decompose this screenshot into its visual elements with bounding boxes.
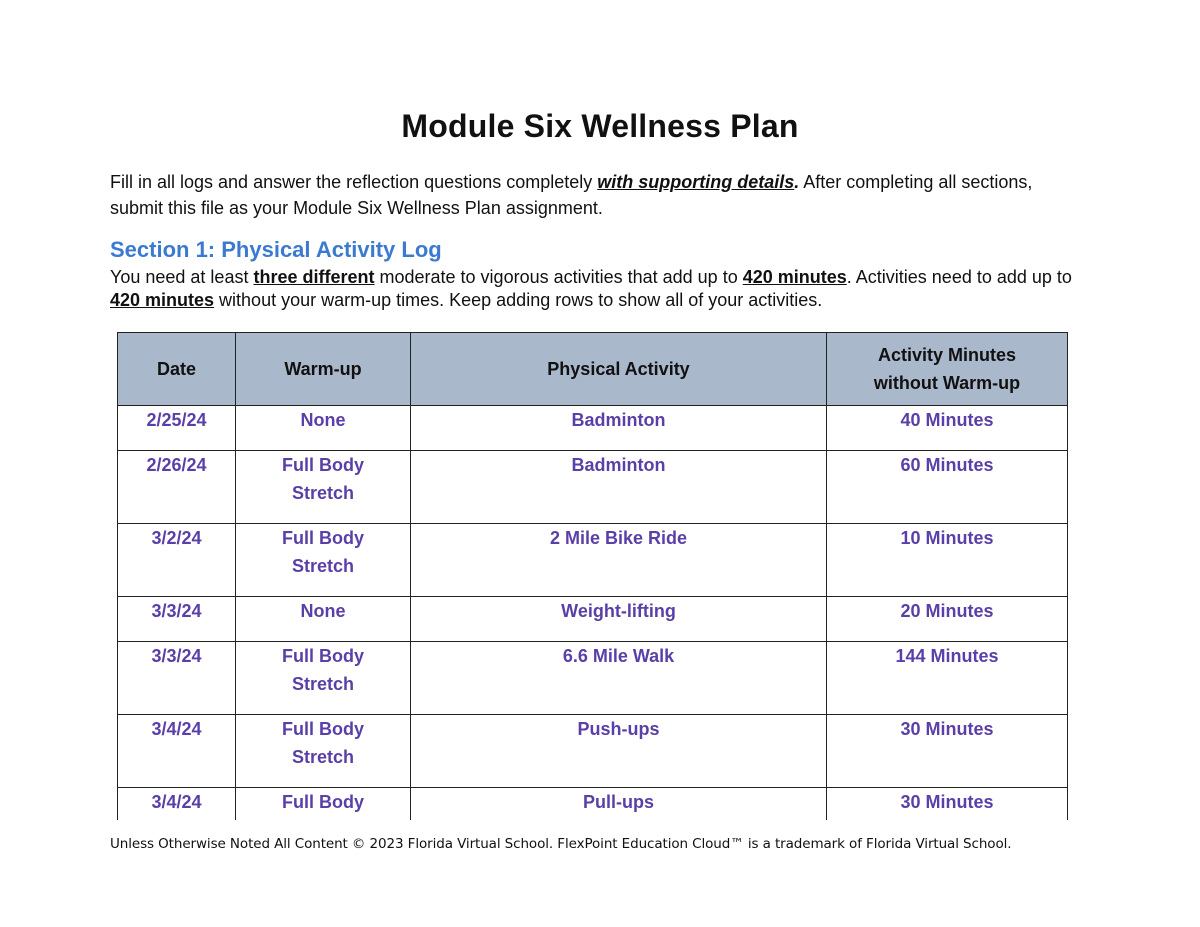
intro-emphasis: with supporting details bbox=[597, 172, 795, 192]
cell-minutes[interactable]: 30 Minutes bbox=[827, 715, 1068, 788]
table-row bbox=[118, 524, 1068, 597]
cell-date[interactable]: 2/25/24 bbox=[118, 406, 236, 451]
desc-emph-f: 420 minutes bbox=[110, 290, 215, 310]
table-row bbox=[118, 715, 1068, 788]
desc-emph-b: three different bbox=[253, 267, 375, 287]
intro-text-3: After completing all sections, submit this file as your Module Six Wellness Plan assignment. bbox=[110, 172, 1033, 218]
cell-warmup[interactable]: Full Body Stretch bbox=[236, 642, 411, 715]
cell-date[interactable]: 3/4/24 bbox=[118, 715, 236, 788]
desc-text-c: moderate to vigorous activities that add up to bbox=[374, 267, 743, 287]
activity-log-table bbox=[117, 332, 1068, 820]
cell-date[interactable]: 3/3/24 bbox=[118, 597, 236, 642]
table-row bbox=[118, 597, 1068, 642]
cell-minutes[interactable]: 40 Minutes bbox=[827, 406, 1068, 451]
cell-activity[interactable]: Badminton bbox=[411, 451, 827, 524]
cell-warmup[interactable]: Full Body Stretch bbox=[236, 451, 411, 524]
cell-warmup[interactable]: None bbox=[236, 406, 411, 451]
cell-activity[interactable]: Weight-lifting bbox=[411, 597, 827, 642]
table-header-row bbox=[118, 333, 1068, 406]
cell-minutes[interactable]: 60 Minutes bbox=[827, 451, 1068, 524]
header-minutes-line2: without Warm-up bbox=[873, 373, 1021, 393]
cell-activity[interactable]: Push-ups bbox=[411, 715, 827, 788]
cell-activity[interactable]: Pull-ups bbox=[411, 788, 827, 821]
cell-warmup[interactable]: None bbox=[236, 597, 411, 642]
header-warmup: Warm-up bbox=[236, 333, 411, 406]
cell-minutes[interactable]: 30 Minutes bbox=[827, 788, 1068, 821]
intro-text-1: Fill in all logs and answer the reflection questions completely bbox=[110, 172, 598, 192]
cell-date[interactable]: 2/26/24 bbox=[118, 451, 236, 524]
cell-activity[interactable]: 6.6 Mile Walk bbox=[411, 642, 827, 715]
cell-activity[interactable]: 2 Mile Bike Ride bbox=[411, 524, 827, 597]
cell-date[interactable]: 3/3/24 bbox=[118, 642, 236, 715]
intro-text-2: . bbox=[794, 172, 800, 192]
desc-emph-d: 420 minutes bbox=[742, 267, 847, 287]
table-row bbox=[118, 788, 1068, 821]
section-1-description bbox=[110, 266, 1085, 312]
cell-date[interactable]: 3/2/24 bbox=[118, 524, 236, 597]
desc-text-a: You need at least bbox=[110, 267, 254, 287]
cell-activity[interactable]: Badminton bbox=[411, 406, 827, 451]
cell-warmup[interactable]: Full Body Stretch bbox=[236, 715, 411, 788]
cell-warmup[interactable]: Full Body Stretch bbox=[236, 524, 411, 597]
cell-minutes[interactable]: 144 Minutes bbox=[827, 642, 1068, 715]
cell-warmup[interactable]: Full Body bbox=[236, 788, 411, 821]
desc-text-e: . Activities need to add up to bbox=[846, 267, 1072, 287]
intro-paragraph bbox=[110, 169, 1070, 221]
header-date: Date bbox=[118, 333, 236, 406]
cell-minutes[interactable]: 20 Minutes bbox=[827, 597, 1068, 642]
cell-minutes[interactable]: 10 Minutes bbox=[827, 524, 1068, 597]
header-activity: Physical Activity bbox=[411, 333, 827, 406]
table-row bbox=[118, 451, 1068, 524]
desc-text-g: without your warm-up times. Keep adding rows to show all of your activities. bbox=[214, 290, 823, 310]
section-1-heading: Section 1: Physical Activity Log bbox=[110, 237, 442, 262]
table-row bbox=[118, 406, 1068, 451]
header-minutes bbox=[827, 333, 1068, 406]
cell-date[interactable]: 3/4/24 bbox=[118, 788, 236, 821]
header-minutes-line1: Activity Minutes bbox=[877, 345, 1017, 365]
copyright-footer: Unless Otherwise Noted All Content © 2023 Florida Virtual School. FlexPoint Education Cloud™ is a trademark of Florida Virtual School. bbox=[110, 836, 1012, 852]
table-row bbox=[118, 642, 1068, 715]
page-title: Module Six Wellness Plan bbox=[401, 108, 799, 144]
